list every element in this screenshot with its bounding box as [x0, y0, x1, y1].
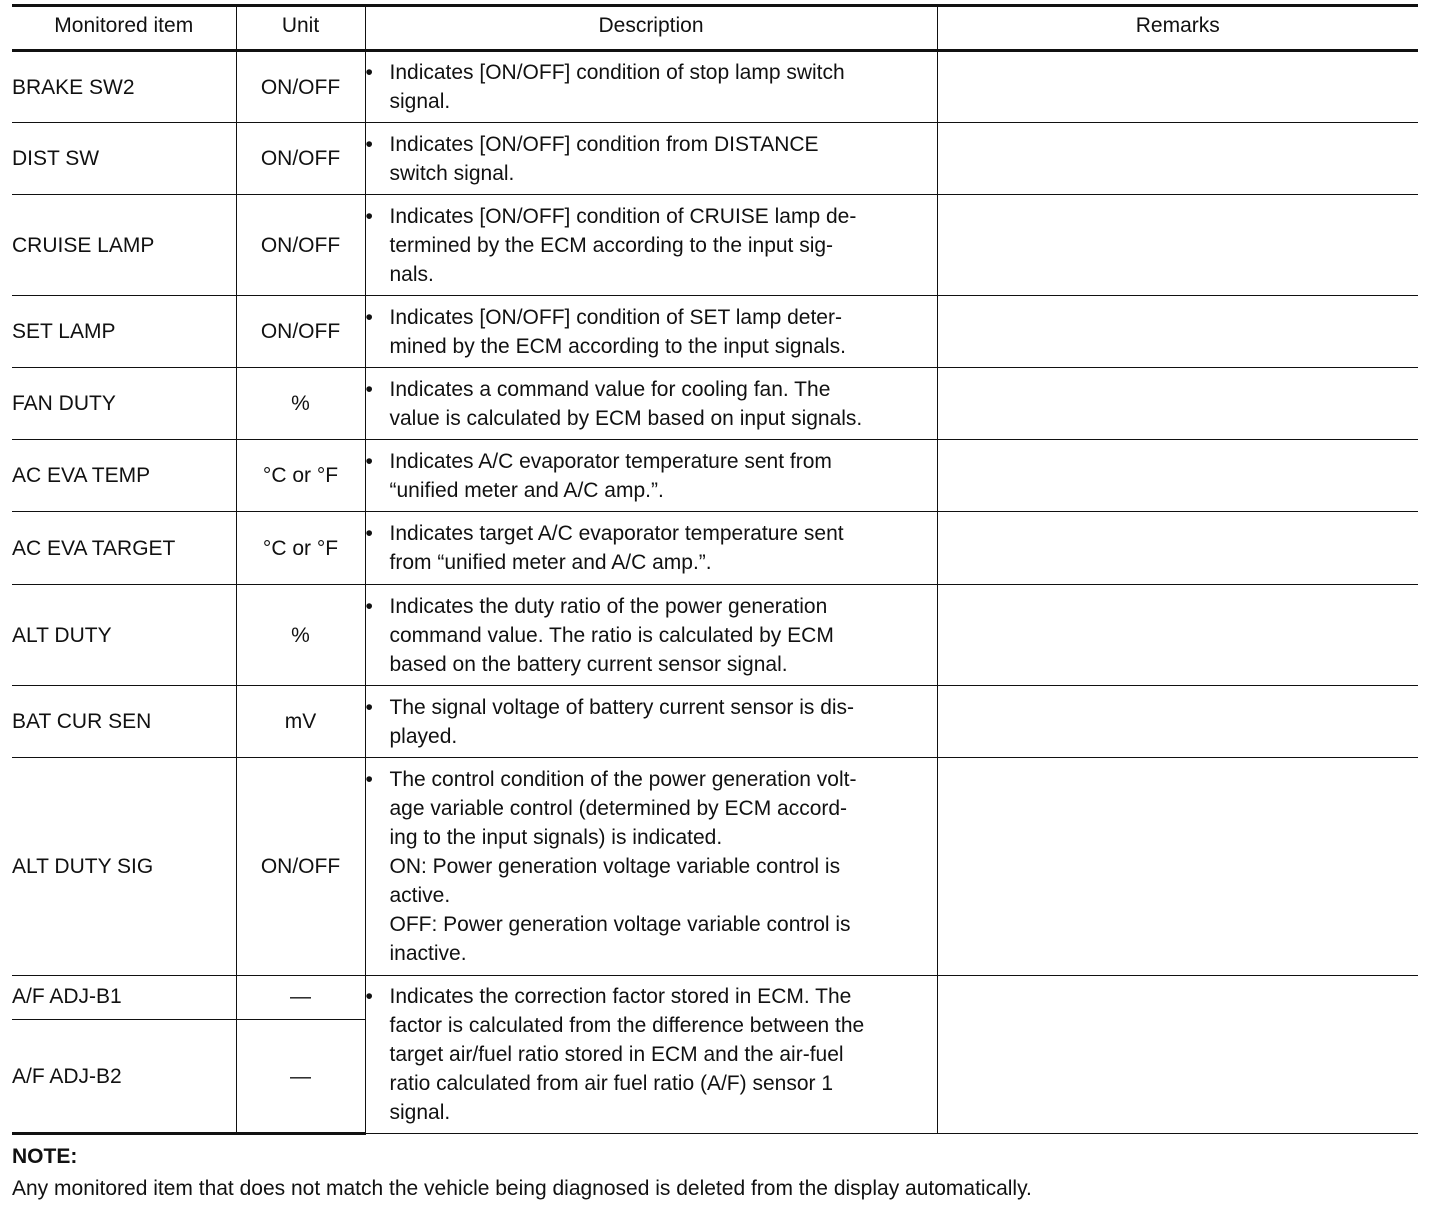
unit-cell: %	[236, 585, 365, 686]
bullet-icon: •	[365, 985, 373, 1008]
unit-cell: %	[236, 368, 365, 440]
remarks-cell	[937, 123, 1418, 195]
unit-cell: ON/OFF	[236, 51, 365, 123]
item-cell: BAT CUR SEN	[12, 686, 236, 758]
unit-cell: °C or °F	[236, 512, 365, 585]
unit-cell: ON/OFF	[236, 296, 365, 368]
description-cell	[365, 686, 937, 758]
bullet-icon: •	[365, 449, 373, 473]
header-unit: Unit	[236, 6, 365, 51]
description-cell	[365, 976, 937, 1134]
table-row	[12, 585, 1418, 686]
unit-cell: mV	[236, 686, 365, 758]
description-line: value is calculated by ECM based on input signals.	[389, 406, 863, 430]
remarks-cell	[937, 440, 1418, 512]
description-line: from “unified meter and A/C amp.”.	[389, 551, 712, 574]
unit-cell: °C or °F	[236, 440, 365, 512]
remarks-cell	[937, 195, 1418, 296]
description-line: played.	[389, 724, 458, 748]
table-row	[12, 51, 1418, 123]
unit-cell: ON/OFF	[236, 195, 365, 296]
description-line: mined by the ECM according to the input signals.	[389, 334, 846, 358]
description-cell	[365, 195, 937, 296]
table-header-row	[12, 6, 1418, 51]
remarks-cell	[937, 296, 1418, 368]
table-row	[12, 686, 1418, 758]
description-cell	[365, 51, 937, 123]
item-cell: DIST SW	[12, 123, 236, 195]
description-cell	[365, 585, 937, 686]
description-line: “unified meter and A/C amp.”.	[389, 478, 664, 502]
description-line: active.	[389, 884, 451, 907]
description-cell	[365, 440, 937, 512]
item-cell: SET LAMP	[12, 296, 236, 368]
bullet-icon: •	[365, 695, 373, 719]
item-cell: AC EVA TARGET	[12, 512, 236, 585]
description-line: ratio calculated from air fuel ratio (A/F) sensor 1	[389, 1072, 834, 1095]
description-cell	[365, 758, 937, 976]
description-line: target air/fuel ratio stored in ECM and the air-fuel	[389, 1043, 844, 1066]
description-line: factor is calculated from the difference between the	[389, 1014, 865, 1037]
header-remarks: Remarks	[937, 6, 1418, 51]
unit-cell: —	[236, 976, 365, 1020]
remarks-cell	[937, 976, 1418, 1134]
description-line: Indicates target A/C evaporator temperature sent	[389, 522, 844, 545]
remarks-cell	[937, 758, 1418, 976]
description-line: ing to the input signals) is indicated.	[389, 826, 723, 849]
item-cell: A/F ADJ-B2	[12, 1020, 236, 1134]
description-cell	[365, 296, 937, 368]
description-cell	[365, 512, 937, 585]
description-line: signal.	[389, 1101, 451, 1124]
document-page	[12, 4, 1418, 1205]
item-cell: A/F ADJ-B1	[12, 976, 236, 1020]
item-cell: BRAKE SW2	[12, 51, 236, 123]
description-line: Indicates [ON/OFF] condition of stop lamp switch	[389, 61, 845, 84]
table-row	[12, 440, 1418, 512]
remarks-cell	[937, 686, 1418, 758]
bullet-icon: •	[365, 305, 373, 329]
description-line: switch signal.	[389, 161, 515, 185]
bullet-icon: •	[365, 204, 373, 228]
monitor-item-table	[12, 4, 1418, 1135]
table-row	[12, 512, 1418, 585]
item-cell: ALT DUTY SIG	[12, 758, 236, 976]
table-row	[12, 296, 1418, 368]
description-line: based on the battery current sensor signal.	[389, 652, 788, 676]
description-line: termined by the ECM according to the input sig-	[389, 233, 834, 257]
description-line: The signal voltage of battery current sensor is dis-	[389, 695, 855, 719]
item-cell: FAN DUTY	[12, 368, 236, 440]
bullet-icon: •	[365, 594, 373, 618]
header-description: Description	[365, 6, 937, 51]
item-cell: ALT DUTY	[12, 585, 236, 686]
item-cell: AC EVA TEMP	[12, 440, 236, 512]
item-cell: CRUISE LAMP	[12, 195, 236, 296]
description-line: ON: Power generation voltage variable control is	[389, 855, 841, 878]
description-line: Indicates [ON/OFF] condition from DISTANCE	[389, 132, 819, 156]
remarks-cell	[937, 512, 1418, 585]
note-title: NOTE:	[12, 1145, 78, 1168]
description-line: Indicates the duty ratio of the power generation	[389, 594, 828, 618]
description-cell	[365, 368, 937, 440]
description-line: OFF: Power generation voltage variable control is	[389, 913, 851, 936]
remarks-cell	[937, 368, 1418, 440]
bullet-icon: •	[365, 377, 373, 401]
table-row	[12, 368, 1418, 440]
unit-cell: ON/OFF	[236, 123, 365, 195]
description-line: nals.	[389, 262, 434, 286]
note-section	[12, 1141, 1418, 1205]
description-line: Indicates [ON/OFF] condition of CRUISE lamp de-	[389, 204, 857, 228]
description-line: inactive.	[389, 942, 467, 965]
note-text: Any monitored item that does not match the vehicle being diagnosed is deleted from the display automatically.	[12, 1177, 1032, 1200]
description-line: Indicates [ON/OFF] condition of SET lamp deter-	[389, 305, 842, 329]
table-row	[12, 123, 1418, 195]
bullet-icon: •	[365, 522, 373, 545]
description-line: The control condition of the power generation volt-	[389, 768, 857, 791]
description-line: age variable control (determined by ECM accord-	[389, 797, 848, 820]
table-row	[12, 758, 1418, 976]
unit-cell: ON/OFF	[236, 758, 365, 976]
bullet-icon: •	[365, 61, 373, 84]
table-row	[12, 976, 1418, 1020]
description-line: Indicates A/C evaporator temperature sent from	[389, 449, 832, 473]
description-line: Indicates the correction factor stored in ECM. The	[389, 985, 852, 1008]
description-cell	[365, 123, 937, 195]
header-monitored-item: Monitored item	[12, 6, 236, 51]
description-line: signal.	[389, 90, 451, 113]
description-line: command value. The ratio is calculated by ECM	[389, 623, 834, 647]
table-row	[12, 195, 1418, 296]
remarks-cell	[937, 51, 1418, 123]
bullet-icon: •	[365, 768, 373, 791]
unit-cell: —	[236, 1020, 365, 1134]
description-line: Indicates a command value for cooling fan. The	[389, 377, 831, 401]
remarks-cell	[937, 585, 1418, 686]
bullet-icon: •	[365, 132, 373, 156]
